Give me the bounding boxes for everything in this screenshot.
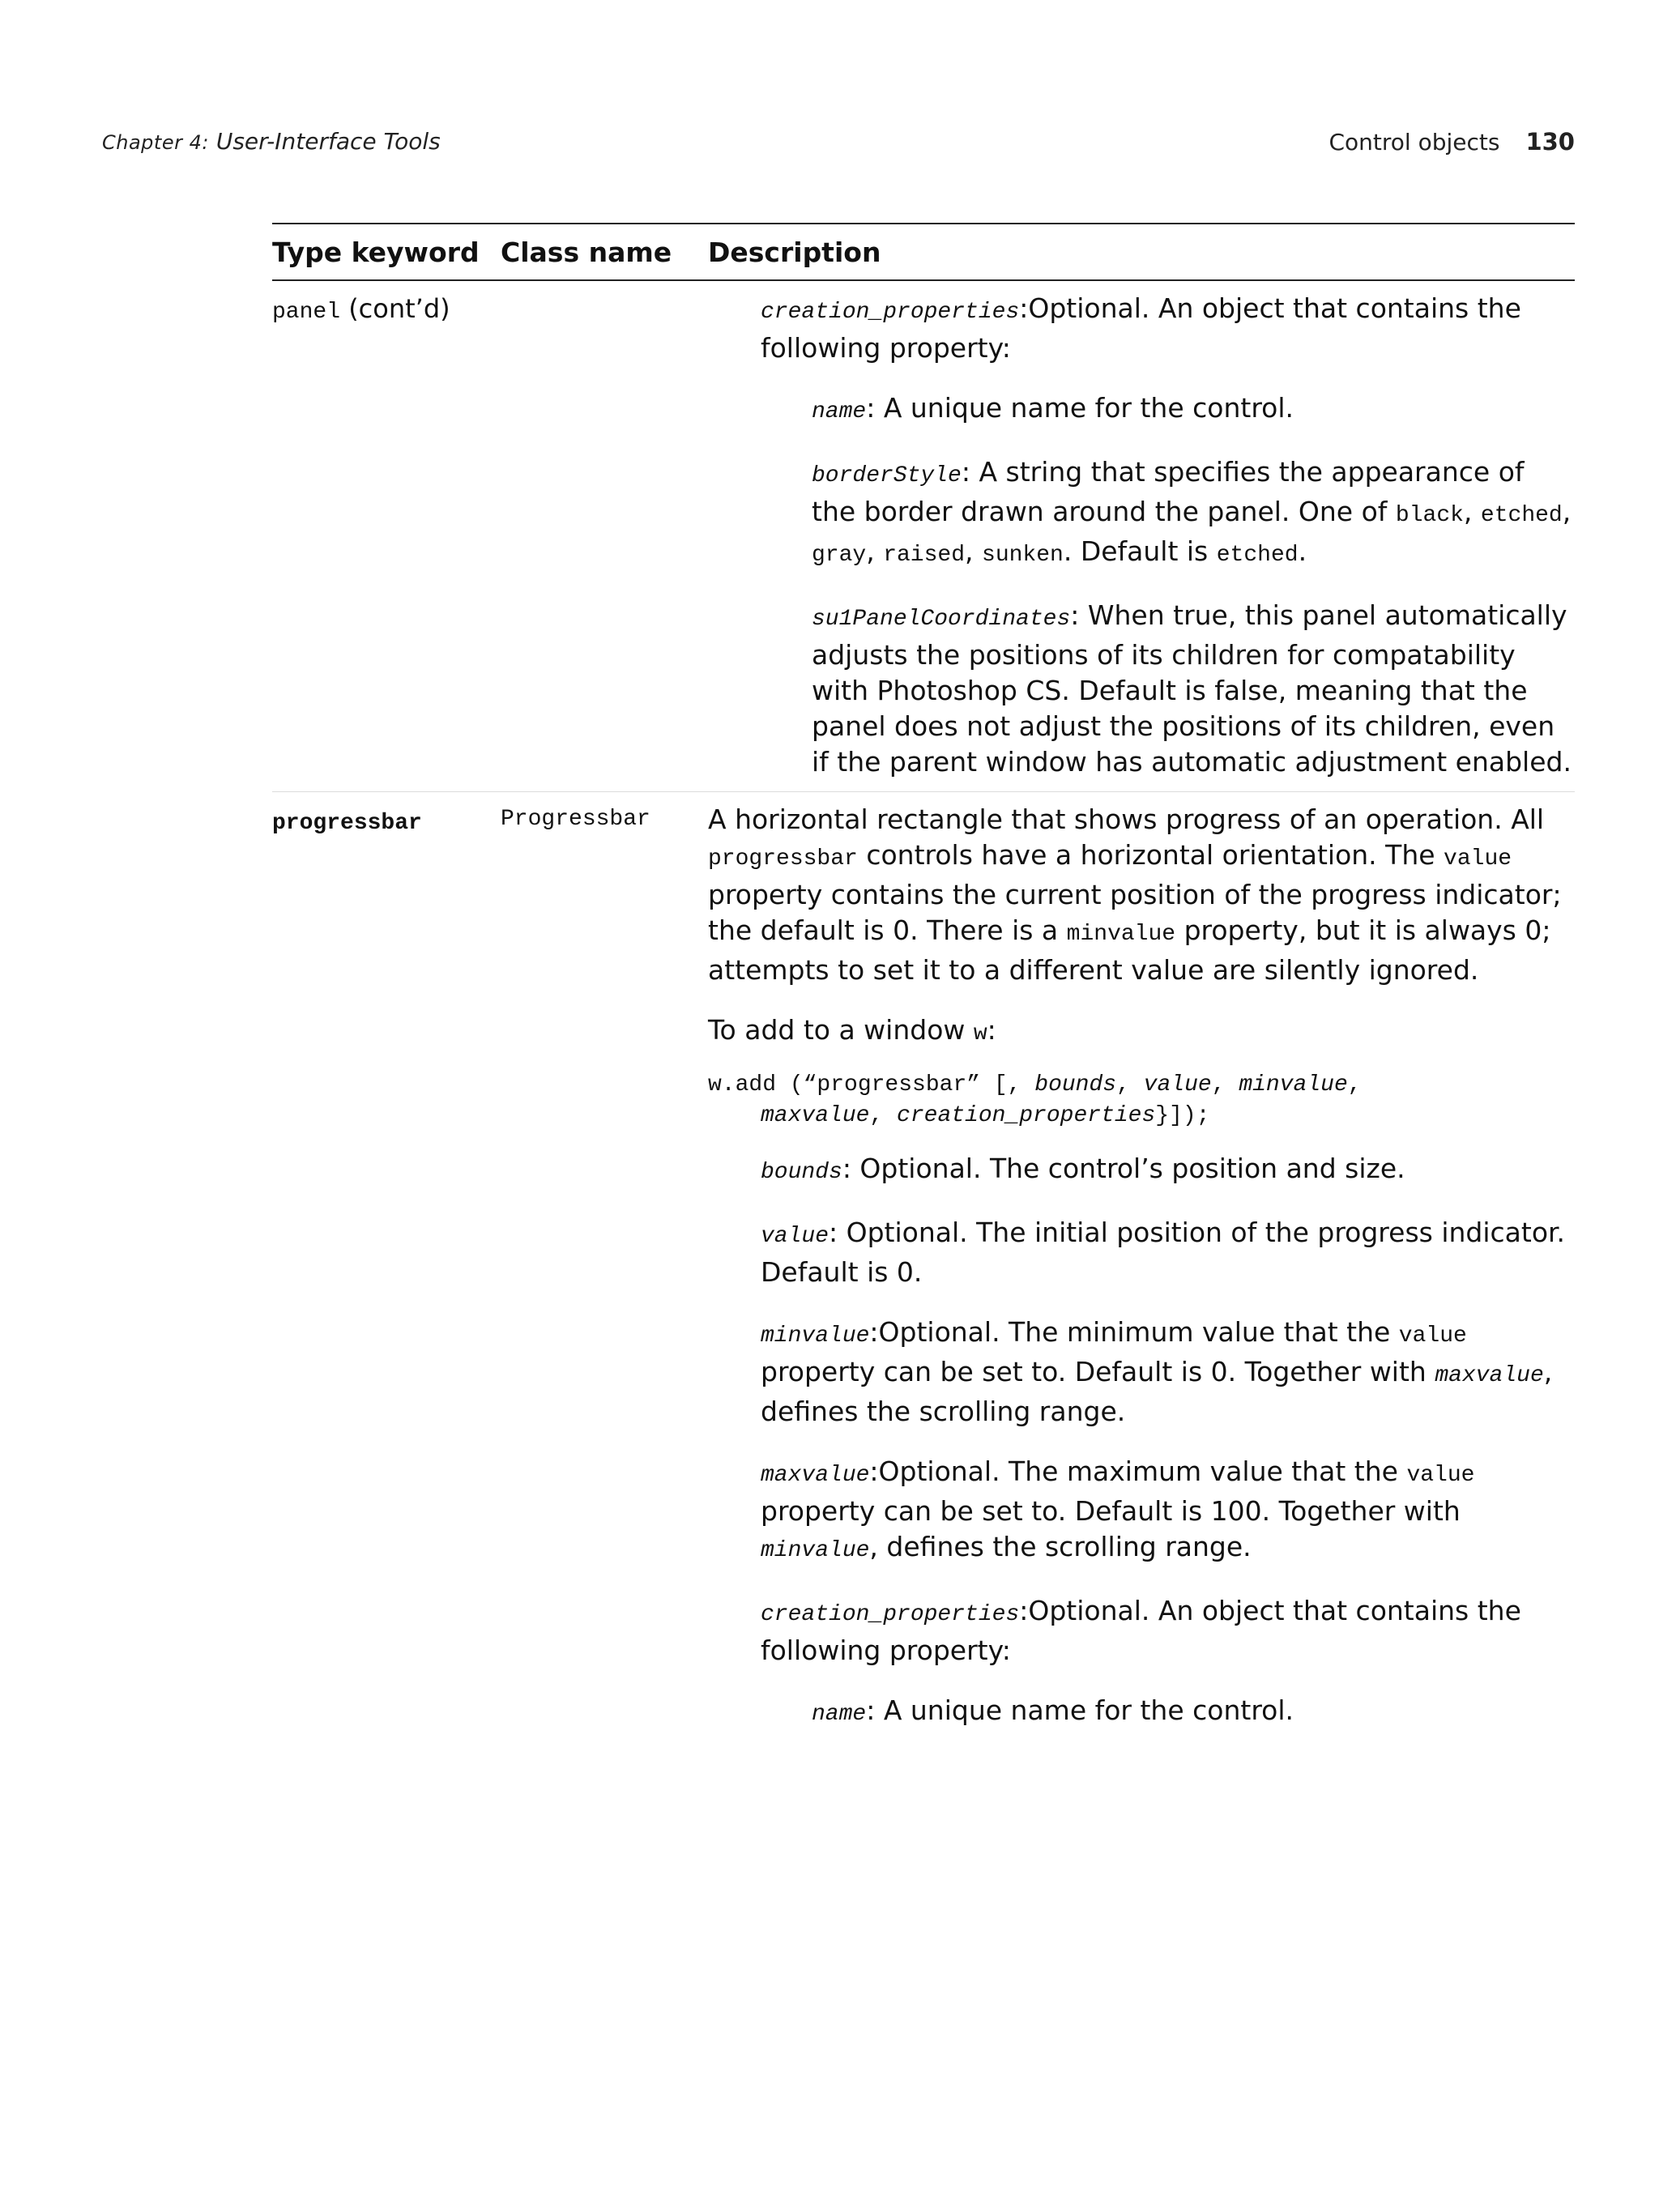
page-number: 130 <box>1525 128 1575 156</box>
text: : <box>987 1014 996 1046</box>
control-types-table <box>272 223 1575 1733</box>
param-term: su1PanelCoordinates <box>812 607 1071 632</box>
code-text: , <box>869 1103 898 1128</box>
section-title: Control objects <box>1328 129 1500 156</box>
param-text: : A unique name for the control. <box>866 392 1294 424</box>
su1-panel-coordinates-param <box>812 598 1575 780</box>
param-text: : A unique name for the control. <box>866 1694 1294 1726</box>
value-param <box>761 1215 1575 1290</box>
add-to-window-text <box>708 1012 1575 1052</box>
column-header-description: Description <box>708 236 881 268</box>
text: A horizontal rectangle that shows progress of an operation. All <box>708 803 1545 835</box>
code-arg: value <box>1143 1072 1212 1097</box>
code-snippet <box>708 1070 1575 1132</box>
code-text: , <box>1116 1072 1144 1097</box>
table-header-row <box>272 224 1575 279</box>
inline-code: value <box>1398 1323 1467 1349</box>
keyword-panel: panel <box>272 300 341 325</box>
param-text: : Optional. The control’s position and size. <box>842 1153 1405 1184</box>
code-arg: minvalue <box>1239 1072 1348 1097</box>
inline-code: minvalue <box>1066 922 1176 947</box>
class-name-progressbar: Progressbar <box>501 807 650 832</box>
param-text: : When true, this panel automatically adjusts the positions of its children for compatability with Photoshop CS. Default is false, meaning that the panel does not adjust the positions of its children, even if the parent window has automatic adjustment enabled. <box>812 599 1572 778</box>
param-term: borderStyle <box>812 463 962 488</box>
table-row-progressbar <box>272 792 1575 1733</box>
section-header <box>1328 128 1575 156</box>
param-text: : A string that specifies the appearance of the border drawn around the panel. One of <box>812 456 1525 527</box>
name-param <box>812 390 1575 430</box>
code-text: , <box>1211 1072 1239 1097</box>
param-text: : Optional. The initial position of the progress indicator. Default is 0. <box>761 1217 1566 1288</box>
creation-properties-param <box>761 291 1575 366</box>
keyword-suffix: (cont’d) <box>340 293 450 324</box>
default-value: etched <box>1216 543 1299 568</box>
description-cell <box>708 802 1575 1733</box>
chapter-prefix: Chapter 4: <box>102 131 209 154</box>
param-term: maxvalue <box>761 1463 870 1488</box>
param-text: , defines the scrolling range. <box>869 1531 1252 1562</box>
param-term: value <box>761 1224 830 1249</box>
inline-code: maxvalue <box>1435 1363 1544 1388</box>
param-text: , defines the scrolling range. <box>761 1356 1553 1427</box>
code-text: }]); <box>1155 1103 1210 1128</box>
code-text: w.add (“progressbar” [, <box>708 1072 1035 1097</box>
name-param <box>812 1693 1575 1733</box>
chapter-header <box>102 128 441 155</box>
keyword-cell <box>272 291 501 330</box>
param-text: property can be set to. Default is 100. Together with <box>761 1495 1461 1527</box>
inline-code: minvalue <box>761 1538 870 1563</box>
option-black: black <box>1395 503 1464 528</box>
minvalue-param <box>761 1315 1575 1430</box>
inline-code: progressbar <box>708 846 858 872</box>
param-term: creation_properties <box>761 1602 1020 1627</box>
code-arg: creation_properties <box>897 1103 1156 1128</box>
param-term: name <box>812 399 867 424</box>
param-term: name <box>812 1702 867 1727</box>
param-term: creation_properties <box>761 300 1020 325</box>
creation-properties-param <box>761 1593 1575 1669</box>
inline-code: value <box>1406 1463 1475 1488</box>
param-text: :Optional. The minimum value that the <box>869 1316 1399 1348</box>
param-text: :Optional. The maximum value that the <box>869 1455 1407 1487</box>
column-header-type-keyword: Type keyword <box>272 236 480 268</box>
default-label: . Default is <box>1063 535 1217 567</box>
chapter-title: User-Interface Tools <box>215 128 441 155</box>
option-sunken: sunken <box>982 543 1064 568</box>
option-gray: gray <box>812 543 867 568</box>
description-cell <box>708 291 1575 780</box>
param-text: :Optional. An object that contains the following property: <box>761 1595 1521 1666</box>
maxvalue-param <box>761 1454 1575 1569</box>
text: controls have a horizontal orientation. The <box>857 839 1444 871</box>
option-raised: raised <box>883 543 966 568</box>
code-arg: bounds <box>1034 1072 1117 1097</box>
table-row-panel <box>272 281 1575 791</box>
keyword-cell <box>272 802 501 842</box>
inline-code: value <box>1444 846 1512 872</box>
inline-code: w <box>973 1021 987 1046</box>
option-etched: etched <box>1480 503 1563 528</box>
code-arg: maxvalue <box>761 1103 870 1128</box>
bounds-param <box>761 1151 1575 1191</box>
param-text: property can be set to. Default is 0. Together with <box>761 1356 1435 1387</box>
text: property contains the current position of the progress indicator; the default is 0. There is a <box>708 879 1562 946</box>
description-paragraph <box>708 802 1575 988</box>
column-header-class-name: Class name <box>501 236 672 268</box>
text: property, but it is always 0; attempts to set it to a different value are silently ignored. <box>708 914 1551 986</box>
class-cell <box>501 802 708 838</box>
code-text: , <box>1347 1072 1362 1097</box>
param-term: bounds <box>761 1160 842 1185</box>
keyword-progressbar: progressbar <box>272 811 422 836</box>
param-text: :Optional. An object that contains the following property: <box>761 292 1521 364</box>
border-style-param: borderStyle: A string that specifies the appearance of the border drawn around the panel. One of black, etched, gray, raised, sunken. Default is etched. <box>812 456 1572 568</box>
param-term: minvalue <box>761 1323 870 1349</box>
text: To add to a window <box>708 1014 974 1046</box>
